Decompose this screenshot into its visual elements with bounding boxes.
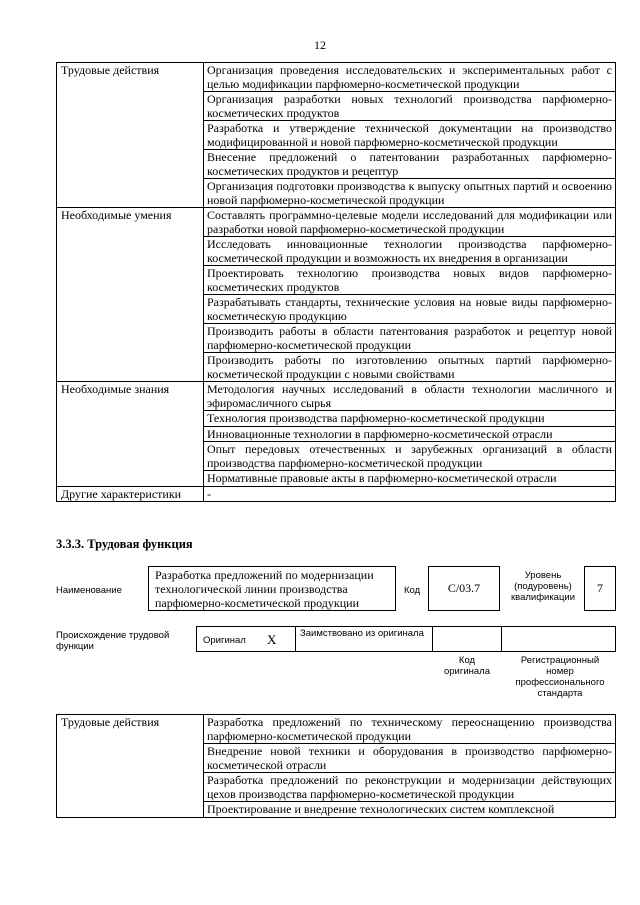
table-row <box>57 382 616 411</box>
table-cell: Технология производства парфюмерно-косметической продукции <box>204 411 616 427</box>
table-cell: Разработка предложений по техническому переоснащению производства парфюмерно-косметической продукции <box>204 715 616 744</box>
row-group-label: Другие характеристики <box>57 486 204 502</box>
level-value-box <box>584 566 616 611</box>
table-cell: - <box>204 486 616 502</box>
code-value-box <box>428 566 500 611</box>
table-cell: Проектировать технологию производства новых видов парфюмерно-косметических продуктов <box>204 266 616 295</box>
table-cell: Организация разработки новых технологий производства парфюмерно-косметических продуктов <box>204 92 616 121</box>
row-group-label: Необходимые умения <box>57 208 204 382</box>
table-cell: Разработка и утверждение технической документации на производство модифицированной и новой парфюмерно-косметической продукции <box>204 121 616 150</box>
code-original-cell <box>432 626 502 652</box>
section-title: 3.3.3. Трудовая функция <box>56 537 193 551</box>
table-cell: Методология научных исследований в области технологии масличного и эфиромасличного сырья <box>204 382 616 411</box>
original-cell <box>196 626 296 652</box>
origin-label: Происхождение трудовой функции <box>56 630 170 652</box>
table-row <box>57 63 616 92</box>
table-cell: Внедрение новой техники и оборудования в производство парфюмерно-косметической отрасли <box>204 744 616 773</box>
original-label: Оригинал <box>203 635 246 646</box>
table-row <box>57 715 616 744</box>
page-number: 12 <box>314 38 326 52</box>
row-group-label: Трудовые действия <box>57 63 204 208</box>
table-cell: Инновационные технологии в парфюмерно-косметической отрасли <box>204 426 616 442</box>
labor-function-table-2 <box>56 714 616 818</box>
table-cell: Организация подготовки производства к выпуску опытных партий и освоению новой парфюмерно-косметической продукции <box>204 179 616 208</box>
table-cell: Исследовать инновационные технологии производства парфюмерно-косметической продукции и возможность их внедрения в организации <box>204 237 616 266</box>
code-original-label: Код оригинала <box>443 655 490 677</box>
table-cell: Разработка предложений по реконструкции и модернизации действующих цехов производства парфюмерно-косметической продукции <box>204 773 616 802</box>
code-value: С/03.7 <box>447 581 481 595</box>
table-cell: Нормативные правовые акты в парфюмерно-косметической отрасли <box>204 471 616 487</box>
function-name-value: Разработка предложений по модернизации технологической линии производства парфюмерно-косметической продукции <box>155 568 374 610</box>
original-mark: X <box>267 632 277 647</box>
labor-function-table-1 <box>56 62 616 502</box>
name-label: Наименование <box>56 585 122 596</box>
table-cell: Производить работы по изготовлению опытных партий парфюмерно-косметической продукции с новыми свойствами <box>204 353 616 382</box>
table-row <box>57 208 616 237</box>
reg-number-cell <box>501 626 616 652</box>
function-name-box <box>148 566 396 611</box>
reg-number-label: Регистрационный номер профессионального стандарта <box>515 655 605 699</box>
row-group-label: Необходимые знания <box>57 382 204 487</box>
table-cell: Производить работы в области патентования разработок и рецептур новой парфюмерно-косметической продукции <box>204 324 616 353</box>
code-label: Код <box>404 585 421 596</box>
table-cell: Организация проведения исследовательских и экспериментальных работ с целью модификации парфюмерно-косметической продукции <box>204 63 616 92</box>
table-cell: Разрабатывать стандарты, технические условия на новые виды парфюмерно-косметическую продукцию <box>204 295 616 324</box>
table-cell: Проектирование и внедрение технологических систем комплексной <box>204 802 616 818</box>
row-group-label: Трудовые действия <box>57 715 204 818</box>
table-row <box>57 486 616 502</box>
table-cell: Опыт передовых отечественных и зарубежных организаций в области производства парфюмерно-косметической продукции <box>204 442 616 471</box>
borrowed-label: Заимствовано из оригинала <box>300 628 424 639</box>
table-cell: Внесение предложений о патентовании разработанных парфюмерно-косметических продуктов и рецептур <box>204 150 616 179</box>
level-value: 7 <box>597 581 603 595</box>
table-cell: Составлять программно-целевые модели исследований для модификации или разработки новой парфюмерно-косметической продукции <box>204 208 616 237</box>
level-label: Уровень (подуровень) квалификации <box>510 570 576 603</box>
borrowed-cell <box>295 626 433 652</box>
